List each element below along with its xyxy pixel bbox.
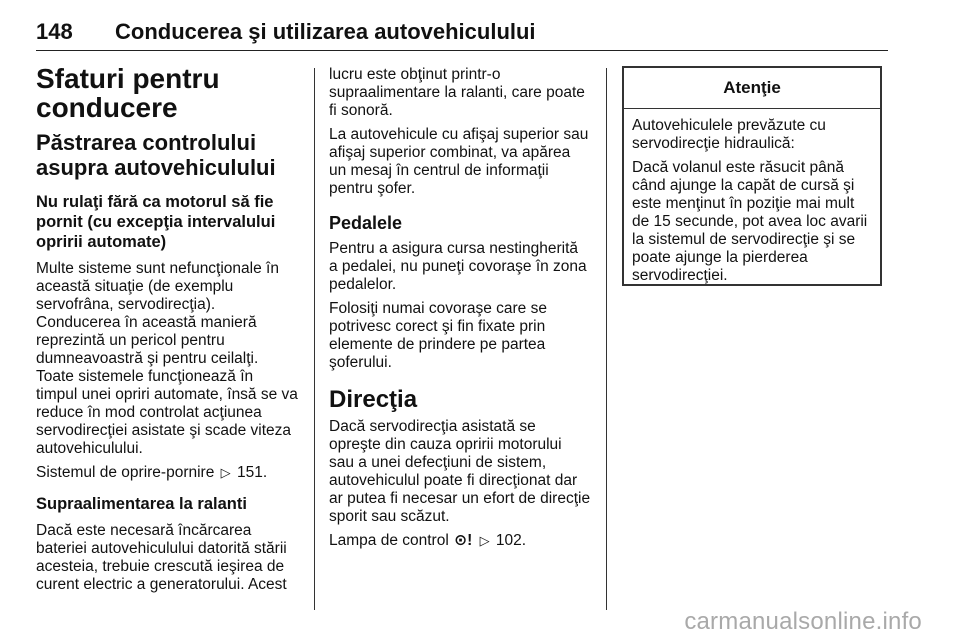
text-line: pedalelor. bbox=[329, 276, 397, 293]
column-divider-2 bbox=[606, 68, 607, 610]
text-line: dumneavoastră şi pentru ceilalţi. bbox=[36, 350, 259, 367]
paragraph-mats-fit bbox=[329, 300, 595, 372]
text-line: sau a unei defecţiuni de sistem, bbox=[329, 454, 547, 471]
text-line: servofrâna, servodirecţia). bbox=[36, 296, 216, 313]
section-heading-driving-tips bbox=[36, 64, 304, 122]
text-line: servodirecţiei asistate şi scade viteza bbox=[36, 422, 292, 439]
paragraph-pedals-mats bbox=[329, 240, 595, 294]
page-number: 148 bbox=[36, 19, 73, 44]
text-line: supraalimentare la ralanti, care poate bbox=[329, 84, 585, 101]
subheading-engine-off bbox=[36, 192, 304, 252]
power-steering-warning-icon: ⊙! bbox=[454, 532, 473, 549]
text-line: este menţinut în poziţie mai mult bbox=[632, 195, 855, 212]
text-line: servodirecţie hidraulică: bbox=[632, 135, 795, 152]
page-reference-icon: ▷ bbox=[220, 465, 231, 480]
heading-line: asupra autovehiculului bbox=[36, 155, 276, 180]
text-line: autovehiculului. bbox=[36, 440, 143, 457]
warning-paragraph-2 bbox=[632, 159, 874, 285]
paragraph-battery bbox=[36, 522, 304, 594]
heading-line: Nu rulaţi fără ca motorul să fie bbox=[36, 193, 274, 211]
column-divider-1 bbox=[314, 68, 315, 610]
text-line: Dacă volanul este răsucit până bbox=[632, 159, 844, 176]
text-line: Dacă servodirecţia asistată se bbox=[329, 418, 536, 435]
text-line: servodirecţiei. bbox=[632, 267, 728, 284]
text-line: Folosiţi numai covoraşe care se bbox=[329, 300, 547, 317]
heading-line: conducere bbox=[36, 92, 178, 123]
running-title: Conducerea şi utilizarea autovehiculului bbox=[115, 19, 536, 44]
section-heading-steering: Direcţia bbox=[329, 386, 418, 413]
text-line: Autovehiculele prevăzute cu bbox=[632, 117, 826, 134]
page-header bbox=[36, 18, 888, 51]
text-line: lucru este obţinut printr-o bbox=[329, 66, 501, 83]
text-line: opreşte din cauza opririi motorului bbox=[329, 436, 562, 453]
text-line: autovehiculul poate fi direcţionat dar bbox=[329, 472, 578, 489]
text-line: Dacă este necesară încărcarea bbox=[36, 522, 252, 539]
text-line: fi sonoră. bbox=[329, 102, 393, 119]
text-line: reprezintă un pericol pentru bbox=[36, 332, 225, 349]
text-line: sporit sau scăzut. bbox=[329, 508, 450, 525]
text-line: afişaj superior combinat, va apărea bbox=[329, 144, 571, 161]
heading-line: opririi automate) bbox=[36, 233, 167, 251]
text-line: potrivesc corect şi fin fixate prin bbox=[329, 318, 546, 335]
text-line: acesteia, trebuie crescută ieşirea de bbox=[36, 558, 285, 575]
watermark: carmanualsonline.info bbox=[684, 608, 922, 635]
column-2 bbox=[329, 66, 595, 556]
warning-title: Atenţie bbox=[624, 68, 880, 109]
paragraph-systems bbox=[36, 260, 304, 458]
text-line: Toate sistemele funcţionează în bbox=[36, 368, 254, 385]
text-line: un mesaj în centrul de informaţii bbox=[329, 162, 549, 179]
text-line: pentru şofer. bbox=[329, 180, 416, 197]
text-line: la sistemul de servodirecţie şi se bbox=[632, 231, 856, 248]
subheading-control bbox=[36, 130, 304, 180]
paragraph-control-lamp bbox=[329, 532, 595, 550]
text-line: când ajunge la capăt de cursă şi bbox=[632, 177, 855, 194]
subheading-pedals: Pedalele bbox=[329, 213, 403, 233]
text-line: bateriei autovehiculului datorită stării bbox=[36, 540, 287, 557]
paragraph-idle-continued bbox=[329, 66, 595, 120]
subheading-idle-boost: Supraalimentarea la ralanti bbox=[36, 495, 247, 513]
text-line: poate ajunge la pierderea bbox=[632, 249, 808, 266]
text-line: timpul unei opriri automate, însă se va bbox=[36, 386, 298, 403]
text-line: reduce în mod controlat acţiunea bbox=[36, 404, 262, 421]
text-line: şoferului. bbox=[329, 354, 392, 371]
page-reference-icon: ▷ bbox=[479, 533, 490, 548]
warning-box bbox=[622, 66, 882, 286]
text-line: Sistemul de oprire-pornire bbox=[36, 464, 215, 481]
text-line: curent electric a generatorului. Acest bbox=[36, 576, 287, 593]
text-line: această situaţie (de exemplu bbox=[36, 278, 234, 295]
heading-line: Păstrarea controlului bbox=[36, 130, 257, 155]
column-1 bbox=[36, 60, 304, 600]
text-line: Conducerea în această manieră bbox=[36, 314, 257, 331]
heading-line: pornit (cu excepţia intervalului bbox=[36, 213, 276, 231]
text-line: Multe sisteme sunt nefuncţionale în bbox=[36, 260, 279, 277]
text-line: elemente de prindere pe partea bbox=[329, 336, 546, 353]
text-line: La autovehicule cu afişaj superior sau bbox=[329, 126, 589, 143]
heading-line: Sfaturi pentru bbox=[36, 63, 220, 94]
page-reference-link[interactable]: 151. bbox=[236, 464, 268, 481]
text-line: de 15 secunde, pot avea loc avarii bbox=[632, 213, 868, 230]
paragraph-display-message bbox=[329, 126, 595, 198]
text-line: ar putea fi necesar un efort de direcţie bbox=[329, 490, 591, 507]
warning-body bbox=[624, 109, 880, 285]
text-line: a pedalei, nu puneţi covoraşe în zona bbox=[329, 258, 587, 275]
paragraph-stop-start bbox=[36, 464, 304, 482]
text-line: Lampa de control bbox=[329, 532, 449, 549]
paragraph-steering bbox=[329, 418, 595, 526]
warning-paragraph-1 bbox=[632, 117, 874, 153]
page-reference-link[interactable]: 102. bbox=[495, 532, 527, 549]
text-line: Pentru a asigura cursa nestingherită bbox=[329, 240, 579, 257]
